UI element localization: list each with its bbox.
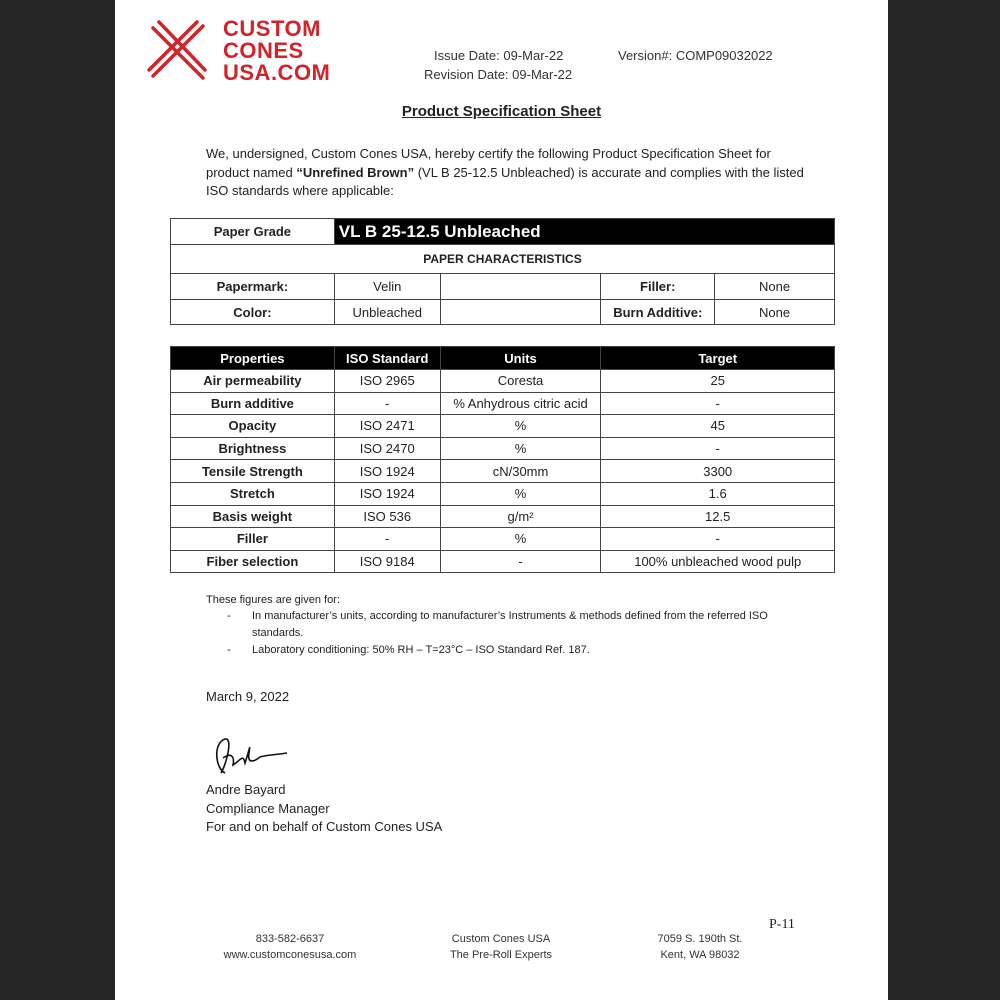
page-number: P-11 xyxy=(769,917,795,932)
signer-name: Andre Bayard xyxy=(206,782,286,797)
color-label: Color: xyxy=(171,300,335,325)
table-cell: % xyxy=(440,415,601,438)
notes-heading: These figures are given for: xyxy=(206,594,340,606)
notes-list xyxy=(227,608,787,659)
color-value: Unbleached xyxy=(334,300,440,325)
table-cell: ISO 1924 xyxy=(334,482,440,505)
revision-date: Revision Date: 09-Mar-22 xyxy=(424,67,573,82)
table-cell: Tensile Strength xyxy=(171,460,335,483)
product-name: “Unrefined Brown” xyxy=(296,164,415,180)
document-page xyxy=(115,0,888,1000)
page-title: Product Specification Sheet xyxy=(401,103,602,120)
logo-line: CONES xyxy=(223,38,304,63)
table-cell: 12.5 xyxy=(601,505,835,528)
paper-grade-value: VL B 25-12.5 Unbleached xyxy=(334,219,834,245)
signature-date: March 9, 2022 xyxy=(206,689,290,704)
table-cell: Burn additive xyxy=(171,392,335,415)
version-number: Version#: COMP09032022 xyxy=(618,48,773,63)
paper-grade-label: Paper Grade xyxy=(171,219,335,245)
filler-label: Filler: xyxy=(601,274,715,300)
footer-address-line: 7059 S. 190th St. xyxy=(657,933,743,945)
logo-line: CUSTOM xyxy=(223,16,321,41)
table-cell: - xyxy=(601,437,835,460)
signer-block xyxy=(206,781,442,837)
footer-tagline: The Pre-Roll Experts xyxy=(449,949,553,961)
table-cell: Coresta xyxy=(440,370,601,393)
table-cell: 1.6 xyxy=(601,482,835,505)
footer-company-name: Custom Cones USA xyxy=(451,933,551,945)
table-cell: - xyxy=(601,528,835,551)
table-cell: Fiber selection xyxy=(171,550,335,573)
table-cell: 3300 xyxy=(601,460,835,483)
intro-text: We, undersigned, Custom Cones USA, hereby certify the following Product Specification Sheet for product named xyxy=(206,146,771,180)
footer-company xyxy=(421,931,581,963)
issue-date: Issue Date: 09-Mar-22 xyxy=(434,48,564,63)
table-row xyxy=(171,550,835,573)
note-item: - Laboratory conditioning: 50% RH – T=23°C – ISO Standard Ref. 187. xyxy=(227,642,787,659)
papermark-value: Velin xyxy=(334,274,440,300)
note-text: Laboratory conditioning: 50% RH – T=23°C – ISO Standard Ref. 187. xyxy=(252,644,590,656)
table-cell: Brightness xyxy=(171,437,335,460)
logo-line: USA.COM xyxy=(223,60,331,85)
table-cell: ISO 2965 xyxy=(334,370,440,393)
papermark-label: Papermark: xyxy=(171,274,335,300)
table-cell: Opacity xyxy=(171,415,335,438)
burn-additive-value: None xyxy=(715,300,835,325)
logo-text xyxy=(223,18,330,84)
signature-image xyxy=(205,733,295,778)
table-cell: % xyxy=(440,482,601,505)
paper-grade-table xyxy=(170,218,835,325)
footer-contact xyxy=(210,931,370,963)
intro-text: (VL B 25-12.5 Unbleached) is accurate and complies with the listed ISO standards where applicable: xyxy=(206,164,804,198)
footer-website: www.customconesusa.com xyxy=(223,949,357,961)
footer-address xyxy=(625,931,775,963)
table-cell: Stretch xyxy=(171,482,335,505)
table-cell: Filler xyxy=(171,528,335,551)
table-cell: % xyxy=(440,437,601,460)
table-row xyxy=(171,505,835,528)
table-cell: - xyxy=(334,528,440,551)
table-cell: 100% unbleached wood pulp xyxy=(601,550,835,573)
table-row xyxy=(171,437,835,460)
table-cell: % Anhydrous citric acid xyxy=(440,392,601,415)
column-header: Properties xyxy=(171,347,335,370)
burn-additive-label: Burn Additive: xyxy=(601,300,715,325)
table-cell: ISO 536 xyxy=(334,505,440,528)
table-row xyxy=(171,370,835,393)
column-header: Target xyxy=(601,347,835,370)
footer-phone: 833-582-6637 xyxy=(255,933,325,945)
table-row xyxy=(171,392,835,415)
table-cell: 45 xyxy=(601,415,835,438)
table-row xyxy=(171,415,835,438)
table-cell: ISO 1924 xyxy=(334,460,440,483)
table-cell: ISO 2470 xyxy=(334,437,440,460)
table-cell: 25 xyxy=(601,370,835,393)
table-cell: ISO 2471 xyxy=(334,415,440,438)
column-header: ISO Standard xyxy=(334,347,440,370)
filler-value: None xyxy=(715,274,835,300)
table-cell: Air permeability xyxy=(171,370,335,393)
table-row xyxy=(171,482,835,505)
empty-cell xyxy=(440,300,601,325)
table-cell: Basis weight xyxy=(171,505,335,528)
table-row xyxy=(171,528,835,551)
table-cell: - xyxy=(601,392,835,415)
table-cell: - xyxy=(440,550,601,573)
note-text: In manufacturer’s units, according to manufacturer’s Instruments & methods defined from the referred ISO standards. xyxy=(252,610,768,639)
table-cell: ISO 9184 xyxy=(334,550,440,573)
table-cell: g/m² xyxy=(440,505,601,528)
table-cell: cN/30mm xyxy=(440,460,601,483)
properties-table xyxy=(170,346,835,573)
signer-org: For and on behalf of Custom Cones USA xyxy=(206,819,443,834)
table-cell: % xyxy=(440,528,601,551)
empty-cell xyxy=(440,274,601,300)
footer-address-line: Kent, WA 98032 xyxy=(660,949,740,961)
section-heading: PAPER CHARACTERISTICS xyxy=(171,245,835,274)
column-header: Units xyxy=(440,347,601,370)
table-row xyxy=(171,460,835,483)
signer-title: Compliance Manager xyxy=(206,800,330,816)
intro-paragraph xyxy=(206,145,806,201)
table-cell: - xyxy=(334,392,440,415)
crossed-cones-logo-icon xyxy=(145,18,211,84)
note-item: - In manufacturer’s units, according to manufacturer’s Instruments & methods defined from the referred ISO standards. xyxy=(227,608,787,642)
